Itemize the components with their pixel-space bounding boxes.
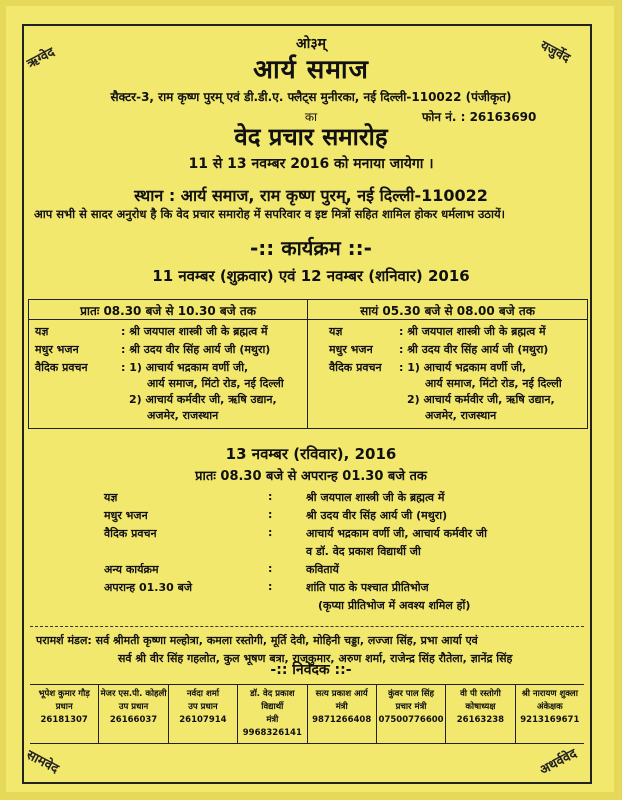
program-table <box>28 299 588 429</box>
corner-atharvaveda: अथर्ववेद <box>537 746 580 779</box>
evening-pravachan-1: : 1) आचार्य भद्रकाम वर्णी जी, <box>399 361 527 374</box>
morning-pravachan-2b: अजमेर, राजस्थान <box>147 409 219 422</box>
org-title: आर्य समाज <box>253 55 369 85</box>
day3-row-label: अन्य कार्यक्रम <box>104 563 159 576</box>
day3-row-label: अपरान्ह 01.30 बजे <box>104 581 193 594</box>
evening-header: सायं 05.30 बजे से 08.00 बजे तक <box>360 304 535 318</box>
nivedak-person <box>30 685 99 743</box>
day3-title: 13 नवम्बर (रविवार), 2016 <box>225 445 397 463</box>
person-role: अंकेक्षक <box>536 702 563 712</box>
evening-bhajan-value: : श्री उदय वीर सिंह आर्य जी (मथुरा) <box>399 343 549 356</box>
day3-row-value: व डॉ. वेद प्रकाश विद्यार्थी जी <box>306 545 421 558</box>
day3-row-value: आचार्य भद्रकाम वर्णी जी, आचार्य कर्मवीर जी <box>306 527 487 540</box>
person-role: उप प्रधान <box>118 702 149 712</box>
phone-number: फोन नं. : 26163690 <box>422 110 537 124</box>
day3-row-value: श्री जयपाल शास्त्री जी के ब्रह्मत्व में <box>306 491 445 504</box>
evening-pravachan-2b: अजमेर, राजस्थान <box>425 409 497 422</box>
evening-pravachan-label: वैदिक प्रवचन <box>329 361 382 374</box>
evening-pravachan-2: 2) आचार्य कर्मवीर जी, ऋषि उद्यान, <box>407 393 555 406</box>
morning-pravachan-2: 2) आचार्य कर्मवीर जी, ऋषि उद्यान, <box>129 393 277 406</box>
morning-pravachan-1: : 1) आचार्य भद्रकाम वर्णी जी, <box>121 361 249 374</box>
corner-rigveda: ऋग्वेद <box>24 44 58 72</box>
person-phone: 9871266408 <box>312 715 372 725</box>
event-venue: स्थान : आर्य समाज, राम कृष्ण पुरम्, नई दिल्ली-110022 <box>134 186 488 205</box>
person-name: भूपेश कुमार गौड़ <box>38 689 90 699</box>
day3-row-colon: : <box>268 526 273 539</box>
person-name: मेजर एस.पी. कोहली <box>100 689 167 699</box>
person-phone: 9213169671 <box>520 715 580 725</box>
nivedak-person <box>377 685 446 743</box>
nivedak-list <box>30 684 584 744</box>
program-heading: -:: कार्यक्रम ::- <box>250 236 372 260</box>
nivedak-person <box>99 685 168 743</box>
morning-bhajan-label: मधुर भजन <box>35 343 79 356</box>
day3-row-colon: : <box>268 562 273 575</box>
connector-ka: का <box>304 110 318 124</box>
day3-row-value: (कृप्या प्रीतिभोज में अवश्य शमिल हों) <box>318 599 471 612</box>
morning-header: प्रातः 08.30 बजे से 10.30 बजे तक <box>80 304 256 318</box>
nivedak-person <box>308 685 377 743</box>
person-phone: 9968326141 <box>242 728 302 738</box>
morning-yagya-value: : श्री जयपाल शास्त्री जी के ब्रह्मत्व में <box>121 325 268 338</box>
evening-bhajan-label: मधुर भजन <box>329 343 373 356</box>
event-name: वेद प्रचार समारोह <box>234 123 388 151</box>
day3-time: प्रातः 08.30 बजे से अपरान्ह 01.30 बजे तक <box>195 469 427 484</box>
person-name: डॉ. वेद प्रकाश विद्यार्थी <box>250 689 295 712</box>
advisory-line-2: सर्व श्री वीर सिंह गहलोत, कुल भूषण बत्रा, राजकुमार, अरुण शर्मा, राजेन्द्र सिंह रौतेला, ज्ञानेंद्र सिंह <box>118 652 513 665</box>
invitation-text: आप सभी से सादर अनुरोध है कि वेद प्रचार समारोह में सपरिवार व इष्ट मित्रों सहित शामिल होकर धर्मलाभ उठायें। <box>34 207 505 221</box>
day3-row-label: वैदिक प्रवचन <box>104 527 157 540</box>
person-role: मंत्री <box>266 715 279 725</box>
person-name: कुंवर पाल सिंह <box>388 689 435 699</box>
day3-row-value: शांति पाठ के पश्चात प्रीतिभोज <box>306 581 429 594</box>
person-phone: 26163238 <box>456 715 505 725</box>
person-role: प्रचार मंत्री <box>395 702 427 712</box>
person-name: वी पी रस्तोगी <box>460 689 501 699</box>
day3-row-colon: : <box>268 508 273 521</box>
org-address: सैक्टर-3, राम कृष्ण पुरम् एवं डी.डी.ए. फ्लैट्स मुनीरका, नई दिल्ली-110022 (पंजीकृत) <box>110 90 512 104</box>
nivedak-person <box>238 685 307 743</box>
day3-row-value: श्री उदय वीर सिंह आर्य जी (मथुरा) <box>306 509 448 522</box>
person-name: नर्वदा शर्मा <box>186 689 220 699</box>
om-heading: ओ३म् <box>296 36 326 52</box>
event-dates: 11 से 13 नवम्बर 2016 को मनाया जायेगा । <box>188 156 434 172</box>
corner-samaveda: सामवेद <box>23 747 61 777</box>
morning-yagya-label: यज्ञ <box>35 325 49 338</box>
day3-row-colon: : <box>268 490 273 503</box>
morning-pravachan-1b: आर्य समाज, मिंटो रोड, नई दिल्ली <box>147 377 284 390</box>
table-divider-horizontal <box>29 319 587 320</box>
dashed-divider <box>30 626 584 627</box>
person-phone: 26107914 <box>179 715 227 725</box>
morning-pravachan-label: वैदिक प्रवचन <box>35 361 88 374</box>
person-role: मंत्री <box>335 702 348 712</box>
person-role: उप प्रधान <box>188 702 218 712</box>
day3-row-colon: : <box>268 580 273 593</box>
person-name: श्री नारायण शुक्ला <box>521 689 578 699</box>
advisory-line-1: परामर्श मंडल: सर्व श्रीमती कृष्णा मल्होत्रा, कमला रस्तोगी, मूर्ति देवी, मोहिनी चड्डा, लज्जा सिंह, प्रभा आर्या एवं <box>36 634 478 647</box>
evening-pravachan-1b: आर्य समाज, मिंटो रोड, नई दिल्ली <box>425 377 562 390</box>
day3-row-label: यज्ञ <box>104 491 118 504</box>
person-phone: 26181307 <box>40 715 88 725</box>
person-phone: 07500776600 <box>378 715 444 725</box>
nivedak-person <box>516 685 584 743</box>
nivedak-heading: -:: निवेदक ::- <box>270 662 352 678</box>
person-role: कोषाध्यक्ष <box>465 702 496 712</box>
corner-yajurveda: यजुर्वेद <box>537 38 573 67</box>
person-name: सत्य प्रकाश आर्य <box>315 689 368 699</box>
person-phone: 26166037 <box>109 715 158 725</box>
morning-bhajan-value: : श्री उदय वीर सिंह आर्य जी (मथुरा) <box>121 343 271 356</box>
person-role: प्रधान <box>55 702 73 712</box>
evening-yagya-label: यज्ञ <box>329 325 343 338</box>
evening-yagya-value: : श्री जयपाल शास्त्री जी के ब्रह्मत्व में <box>399 325 546 338</box>
nivedak-person <box>169 685 238 743</box>
day3-row-label: मधुर भजन <box>104 509 148 522</box>
day3-row-value: कवितायें <box>306 563 339 576</box>
program-days: 11 नवम्बर (शुक्रवार) एवं 12 नवम्बर (शनिवार) 2016 <box>152 267 470 285</box>
nivedak-person <box>446 685 515 743</box>
